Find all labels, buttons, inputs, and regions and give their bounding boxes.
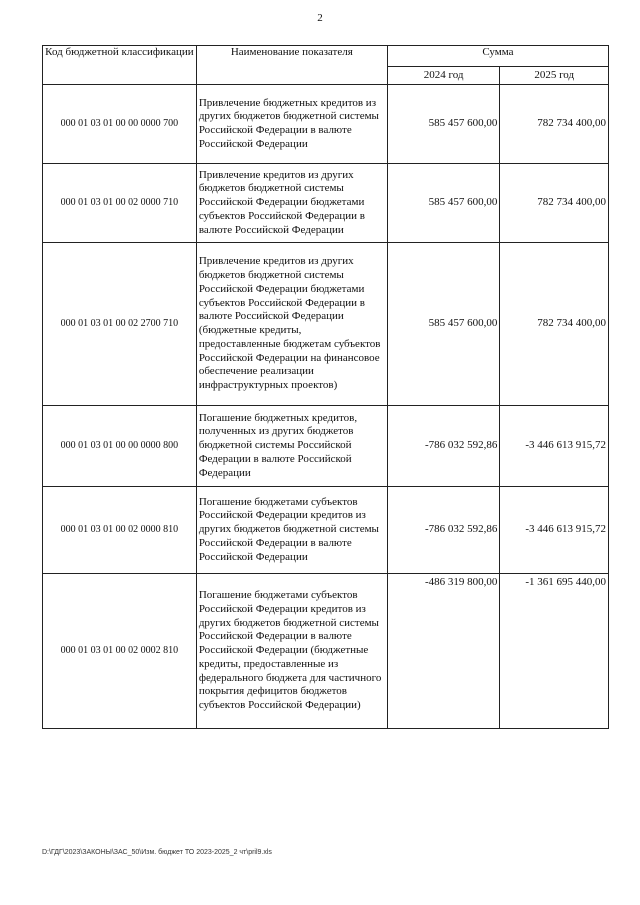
amount-2025-cell: -3 446 613 915,72 bbox=[500, 406, 609, 487]
amount-2024-cell: -486 319 800,00 bbox=[387, 574, 500, 729]
amount-2025-cell: 782 734 400,00 bbox=[500, 164, 609, 243]
amount-2024-cell: -786 032 592,86 bbox=[387, 406, 500, 487]
header-year-2024: 2024 год bbox=[387, 67, 500, 85]
amount-2024-cell: 585 457 600,00 bbox=[387, 85, 500, 164]
budget-code-cell: 000 01 03 01 00 00 0000 700 bbox=[43, 85, 197, 164]
budget-code-cell: 000 01 03 01 00 02 0000 810 bbox=[43, 487, 197, 574]
table-row bbox=[43, 406, 609, 487]
indicator-name-cell: Погашение бюджетных кредитов, полученных из других бюджетов бюджетной системы Российской Федерации в валюте Российской Федерации bbox=[196, 406, 387, 487]
amount-2024-cell: 585 457 600,00 bbox=[387, 243, 500, 406]
table-row bbox=[43, 574, 609, 729]
table-header-row bbox=[43, 46, 609, 67]
table-row bbox=[43, 243, 609, 406]
amount-2025-cell: -3 446 613 915,72 bbox=[500, 487, 609, 574]
file-path-footer: D:\ГДГ\2023\ЗАКОНЫ\ЗАС_50\Изм. бюджет ТО 2023-2025_2 чт\pril9.xls bbox=[42, 849, 272, 856]
budget-code-cell: 000 01 03 01 00 02 2700 710 bbox=[43, 243, 197, 406]
page-number: 2 bbox=[317, 12, 323, 24]
header-name: Наименование показателя bbox=[196, 46, 387, 85]
table-row bbox=[43, 487, 609, 574]
budget-code-cell: 000 01 03 01 00 02 0000 710 bbox=[43, 164, 197, 243]
header-year-2025: 2025 год bbox=[500, 67, 609, 85]
budget-code-cell: 000 01 03 01 00 00 0000 800 bbox=[43, 406, 197, 487]
indicator-name-cell: Привлечение кредитов из других бюджетов бюджетной системы Российской Федерации бюджетами субъектов Российской Федерации в валюте Российской Федерации (бюджетные кредиты, предоставленные бюджетам субъектов Российской Федерации на финансовое обеспечение реализации инфраструктурных проектов) bbox=[196, 243, 387, 406]
budget-code-cell: 000 01 03 01 00 02 0002 810 bbox=[43, 574, 197, 729]
header-sum: Сумма bbox=[387, 46, 608, 67]
amount-2025-cell: 782 734 400,00 bbox=[500, 243, 609, 406]
table-row bbox=[43, 164, 609, 243]
table-row bbox=[43, 85, 609, 164]
indicator-name-cell: Привлечение кредитов из других бюджетов бюджетной системы Российской Федерации бюджетами субъектов Российской Федерации в валюте Российской Федерации bbox=[196, 164, 387, 243]
indicator-name-cell: Погашение бюджетами субъектов Российской Федерации кредитов из других бюджетов бюджетной системы Российской Федерации в валюте Российской Федерации (бюджетные кредиты, предоставленные из федерального бюджета для частичного покрытия дефицитов бюджетов субъектов Российской Федерации) bbox=[196, 574, 387, 729]
amount-2024-cell: -786 032 592,86 bbox=[387, 487, 500, 574]
budget-table bbox=[42, 45, 609, 729]
amount-2025-cell: -1 361 695 440,00 bbox=[500, 574, 609, 729]
indicator-name-cell: Погашение бюджетами субъектов Российской Федерации кредитов из других бюджетов бюджетной системы Российской Федерации в валюте Российской Федерации bbox=[196, 487, 387, 574]
indicator-name-cell: Привлечение бюджетных кредитов из других бюджетов бюджетной системы Российской Федерации в валюте Российской Федерации bbox=[196, 85, 387, 164]
amount-2024-cell: 585 457 600,00 bbox=[387, 164, 500, 243]
amount-2025-cell: 782 734 400,00 bbox=[500, 85, 609, 164]
header-code: Код бюджетной классификации bbox=[43, 46, 197, 85]
